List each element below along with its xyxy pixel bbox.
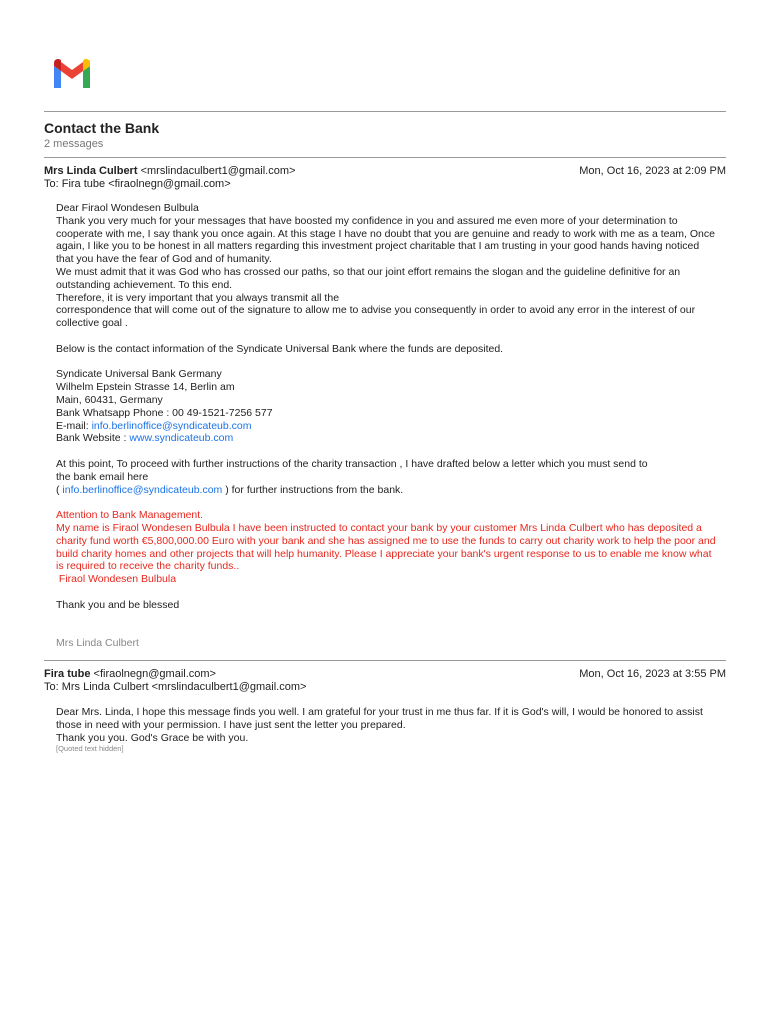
letter-body: My name is Firaol Wondesen Bulbula I have been instructed to contact your bank by your customer Mrs Linda Culbert who has deposited a charity fund worth €5,800,000.00 Euro with your bank and she has assigned me to use the funds to carry out charity work to help the poor and build charity homes and other projects that will help humanity. Please I appreciate your bank's urgent response to us to enable me know what is required to receive the charity funds.. bbox=[56, 521, 716, 573]
signature: Mrs Linda Culbert bbox=[56, 637, 139, 650]
bank-email-line: E-mail: info.berlinoffice@syndicateub.com bbox=[56, 419, 252, 432]
paragraph: the bank email here bbox=[56, 470, 149, 483]
letter-signoff: Firaol Wondesen Bulbula bbox=[56, 573, 177, 586]
bank-address: Wilhelm Epstein Strasse 14, Berlin am bbox=[56, 381, 235, 394]
quoted-text-toggle[interactable]: [Quoted text hidden] bbox=[56, 744, 124, 754]
greeting: Dear Firaol Wondesen Bulbula bbox=[56, 202, 199, 214]
recipient: To: Mrs Linda Culbert <mrslindaculbert1@gmail.com> bbox=[44, 681, 307, 693]
bank-phone: Bank Whatsapp Phone : 00 49-1521-7256 577 bbox=[56, 406, 273, 419]
thread-subject: Contact the Bank bbox=[44, 120, 160, 136]
message-date: Mon, Oct 16, 2023 at 2:09 PM bbox=[579, 165, 726, 177]
bank-website-link[interactable]: www.syndicateub.com bbox=[129, 432, 234, 445]
message-body bbox=[56, 706, 718, 754]
message-body bbox=[56, 202, 718, 650]
message-date: Mon, Oct 16, 2023 at 3:55 PM bbox=[579, 668, 726, 680]
message-header bbox=[44, 165, 726, 191]
message-count: 2 messages bbox=[44, 138, 104, 150]
sender-name: Mrs Linda Culbert bbox=[44, 165, 138, 177]
paragraph: Thank you very much for your messages that have boosted my confidence in you and assured me even more of your determination to cooperate with me, I say thank you once again. At this stage I have no doubt that you are genuine and ready to work with me as a team, Once again, I like you to be honest in all matters regarding this investment project charitable that I am trusting in your good hands having noticed that you have the fear of God and of humanity. bbox=[56, 214, 715, 266]
sender-name: Fira tube bbox=[44, 668, 91, 680]
header-divider bbox=[44, 111, 726, 112]
gmail-logo-icon bbox=[51, 58, 93, 90]
sender-email: <mrslindaculbert1@gmail.com> bbox=[140, 165, 296, 177]
paragraph: We must admit that it was God who has crossed our paths, so that our joint effort remains the slogan and the guideline definitive for an outstanding achievement. To this end. bbox=[56, 265, 681, 291]
bank-email-link[interactable]: info.berlinoffice@syndicateub.com bbox=[62, 483, 223, 496]
bank-email-link[interactable]: info.berlinoffice@syndicateub.com bbox=[91, 419, 252, 432]
paragraph: Therefore, it is very important that you always transmit all the bbox=[56, 291, 340, 304]
sender-email: <firaolnegn@gmail.com> bbox=[93, 668, 216, 680]
message-divider bbox=[44, 157, 726, 158]
paragraph: ( info.berlinoffice@syndicateub.com ) for further instructions from the bank. bbox=[56, 483, 404, 496]
paragraph: Dear Mrs. Linda, I hope this message finds you well. I am grateful for your trust in me thus far. If it is God's will, I would be honored to assist those in need with your permission. I have just sent the letter you prepared. bbox=[56, 706, 703, 731]
bank-website-line: Bank Website : www.syndicateub.com bbox=[56, 432, 234, 445]
paragraph: Thank you you. God's Grace be with you. bbox=[56, 731, 249, 744]
letter-heading: Attention to Bank Management. bbox=[56, 509, 204, 522]
paragraph: Below is the contact information of the Syndicate Universal Bank where the funds are deposited. bbox=[56, 342, 504, 355]
message-divider bbox=[44, 660, 726, 661]
recipient: To: Fira tube <firaolnegn@gmail.com> bbox=[44, 178, 231, 190]
closing: Thank you and be blessed bbox=[56, 598, 180, 611]
bank-address: Main, 60431, Germany bbox=[56, 393, 163, 406]
bank-name: Syndicate Universal Bank Germany bbox=[56, 368, 222, 381]
paragraph: At this point, To proceed with further instructions of the charity transaction , I have drafted below a letter which you must send to bbox=[56, 457, 648, 470]
message-header bbox=[44, 668, 726, 694]
paragraph: correspondence that will come out of the signature to allow me to advise you consequently in order to avoid any error in the interest of our collective goal . bbox=[56, 304, 696, 330]
